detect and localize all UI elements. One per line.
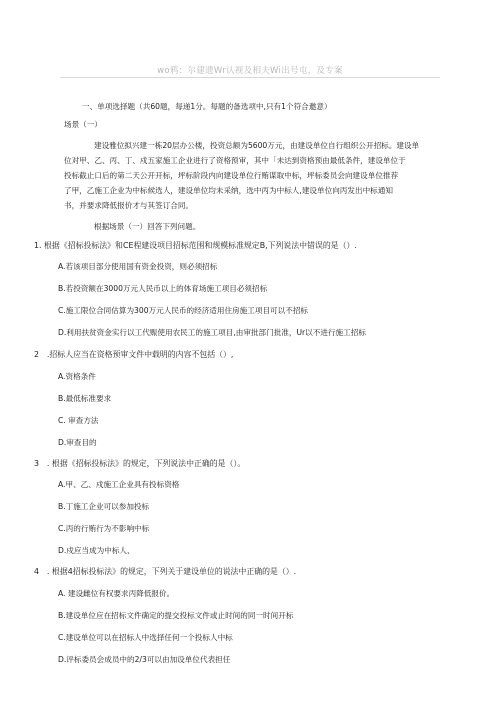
option-c: C.施工限位合同估算为300万元人民币的经济适用住房施工项目可以不招标 <box>58 306 309 315</box>
option-b: B.丁施工企业可以参加投标 <box>58 502 150 511</box>
question-stem: 1. 根据《招标投标法》和CE程建设项目招标范围和规模标准规定B,下列说法中错误的是（）. <box>34 241 357 250</box>
option-d: D.审查目的 <box>58 438 97 447</box>
option-b: B.若投资额在3000万元人民币以上的体育场施工项目必须招标 <box>58 284 268 293</box>
option-b: B.最低标准要求 <box>58 394 112 403</box>
scene-paragraph-line: 书，并要求降低报价才与其签订合同。 <box>64 201 194 210</box>
option-d: D.评标委员会成员中的2/3可以由加设单位代表担任 <box>58 655 231 664</box>
option-a: A.若该项目部分使用国有资金投资，则必须招标 <box>58 262 218 271</box>
scene-instruction: 根据场景（一）回答下列问题。 <box>94 222 201 231</box>
option-c: C.建设单位可以在招标人中选择任何一个投标人中标 <box>58 633 233 642</box>
question-stem: 3 . 根据《招标投标法》的规定，下列说法中正确的是（）。 <box>34 459 246 468</box>
scene-label: 场景（一） <box>64 120 102 129</box>
option-a: A. 建设雌位有权要求丙降低报价。 <box>58 589 175 598</box>
option-a: A.资格条件 <box>58 372 96 381</box>
option-d: D.戍应当成为中标人、 <box>58 546 135 555</box>
section-title: 一、单项选择题（共60题，每递1分。每题的备选项中,只有1个符合邀意） <box>82 102 332 111</box>
scene-paragraph-line: 了甲，乙施工企业为中标候选人，建设单位均未采纳，选中丙为中标人,建设单位向丙发出中标通知 <box>64 186 393 195</box>
option-c: C.丙的行贿行为不影响中标 <box>58 524 150 533</box>
option-b: B.建设单位应在招标文件确定的提交投标文件或止时间的同一时间开标 <box>58 611 294 620</box>
question-stem: 2 .招标人应当在资格预审文件中载明的内容不包括（）, <box>34 350 234 359</box>
option-c: C. 审查方法 <box>58 416 99 425</box>
watermark-header: wo鸦：尔建遗Wr认视及相夫Wi出号屯，及专案 <box>157 66 343 76</box>
option-a: A.甲、乙、戍施工企业具有投标资格 <box>58 480 180 489</box>
header-divider <box>60 77 440 78</box>
question-stem: 4 . 根据4招标投标法》的规定，下列关于建设单位的说法中正确的是（）. <box>34 567 297 576</box>
option-d: D.利用扶贫资金实行以工代赈使用农民工的施工项目,由审批部门批准，Ur以不进行施工招标 <box>58 328 366 337</box>
scene-paragraph-line: 建设雅位拟兴建一栋20层办公楼，投资总额为5600万元，由建设单位自行组织公开招标。建设单 <box>94 141 420 150</box>
scene-paragraph-line: 位对甲、乙、丙、丁、戍五家施工企业进行了资格预审，其中「未达到资格预由最低条件，建设单位于 <box>64 156 406 165</box>
scene-paragraph-line: 投标截止口后的第二天公开开标，坪标阶段内向建设单位行贿谋取中标，坪标委员会向建设单位推荐 <box>64 171 399 180</box>
